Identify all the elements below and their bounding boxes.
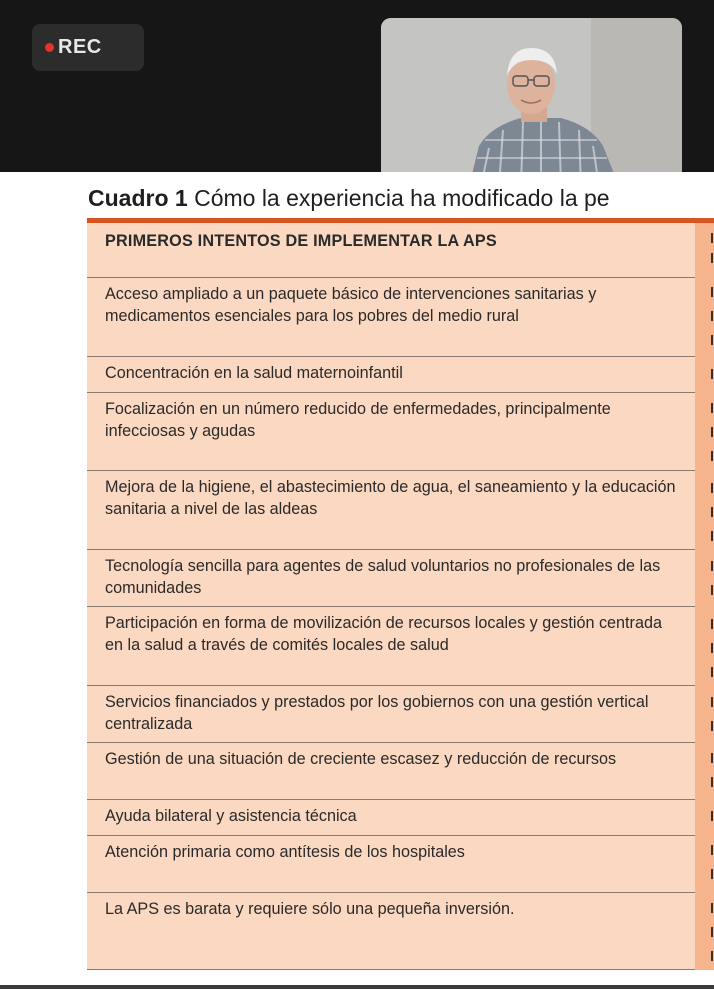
- table-row: Tecnología sencilla para agentes de salud voluntarios no profesionales de las comunidades: [87, 550, 695, 607]
- table-row: Mejora de la higiene, el abastecimiento de agua, el saneamiento y la educación sanitaria a nivel de las aldeas: [87, 471, 695, 550]
- table-row: Focalización en un número reducido de enfermedades, principalmente infecciosas y agudas: [87, 393, 695, 471]
- table-row: Gestión de una situación de creciente escasez y reducción de recursos: [87, 743, 695, 800]
- table-column-header: PRIMEROS INTENTOS DE IMPLEMENTAR LA APS: [87, 223, 695, 278]
- table-row: Atención primaria como antítesis de los hospitales: [87, 836, 695, 893]
- table-caption-number: Cuadro 1: [88, 185, 188, 211]
- table-row: La APS es barata y requiere sólo una pequeña inversión.: [87, 893, 695, 970]
- document-page: [0, 172, 714, 989]
- table-caption: [88, 185, 610, 212]
- table-row: Acceso ampliado a un paquete básico de intervenciones sanitarias y medicamentos esenciales para los pobres del medio rural: [87, 278, 695, 357]
- table-caption-title: Cómo la experiencia ha modificado la pe: [194, 185, 610, 211]
- comparison-table: [87, 223, 695, 970]
- table-row: Ayuda bilateral y asistencia técnica: [87, 800, 695, 836]
- participant-video-tile[interactable]: [381, 18, 682, 186]
- bottom-edge: [0, 985, 714, 989]
- next-column-edge: [695, 223, 714, 970]
- table-row: Participación en forma de movilización de recursos locales y gestión centrada en la salud a través de comités locales de salud: [87, 607, 695, 686]
- recording-indicator: [32, 24, 144, 71]
- record-dot-icon: [45, 43, 54, 52]
- recording-label: REC: [58, 36, 102, 58]
- participant-person-icon: [381, 18, 682, 186]
- table-row: Concentración en la salud maternoinfantil: [87, 357, 695, 393]
- table-row: Servicios financiados y prestados por los gobiernos con una gestión vertical centralizada: [87, 686, 695, 743]
